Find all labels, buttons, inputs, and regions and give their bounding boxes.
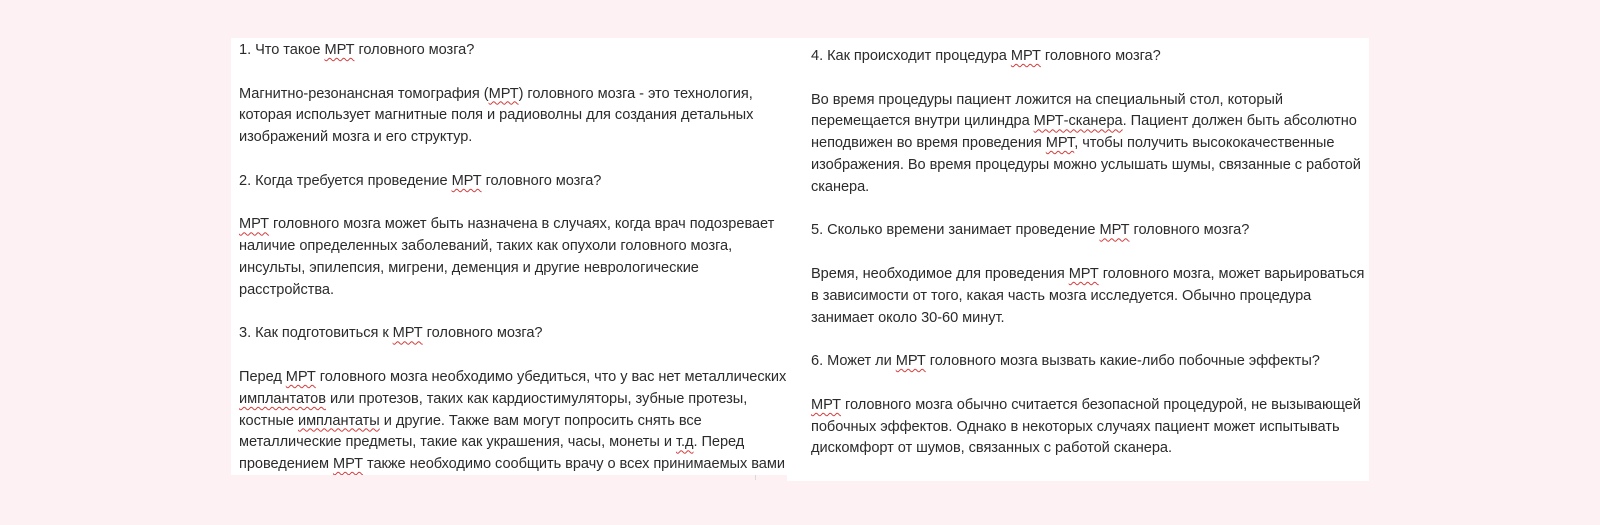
answer-paragraph (811, 395, 1367, 460)
text-segment: Магнитно-резонансная томография ( (239, 85, 489, 102)
spellcheck-marked-word: т.д (675, 434, 694, 451)
text-segment: головного мозга? (354, 42, 475, 58)
spellcheck-marked-word: МРТ (895, 353, 926, 370)
spellcheck-marked-word: имплантатов (239, 390, 326, 407)
text-segment: головного мозга вызвать какие-либо побочные эффекты? (925, 353, 1320, 370)
text-segment: головного мозга, может варьироваться в зависимости от того, какая часть мозга исследуется. Обычно процедура занимает около 30-60 минут. (811, 265, 1365, 326)
text-segment: 2. Когда требуется проведение (239, 172, 452, 189)
text-segment: 6. Может ли (811, 353, 896, 370)
text-segment: 3. Как подготовиться к (239, 325, 393, 342)
question-heading (811, 220, 1367, 242)
spellcheck-marked-word: МРТ (332, 456, 363, 473)
spellcheck-marked-word: МРТ (1010, 48, 1041, 64)
answer-paragraph (239, 367, 787, 475)
answer-paragraph (239, 214, 787, 301)
question-heading (239, 323, 787, 345)
spellcheck-marked-word: имплантаты (297, 412, 380, 429)
spellcheck-marked-word: МРТ-сканера (1033, 113, 1123, 130)
left-text-panel (231, 38, 787, 475)
answer-paragraph (239, 84, 787, 149)
spellcheck-marked-word: МРТ (811, 396, 841, 413)
text-segment: головного мозга может быть назначена в случаях, когда врач подозревает наличие определенных заболеваний, таких как опухоли головного мозга, инсульты, эпилепсия, мигрени, деменция и другие неврологические расстройства. (239, 216, 775, 298)
text-segment: , чтобы получить высококачественные изображения. Во время процедуры можно услышать шумы, связанные с работой сканера. (811, 135, 1361, 195)
spellcheck-marked-word: МРТ (1068, 265, 1099, 282)
text-segment: головного мозга? (481, 172, 602, 189)
spellcheck-marked-word: МРТ (239, 216, 269, 233)
spellcheck-marked-word: МРТ (1045, 135, 1075, 152)
text-segment: Перед (239, 368, 286, 385)
text-segment: также необходимо сообщить врачу о всех принимаемых вами (362, 456, 785, 473)
text-segment: ) головного мозга - это технология, которая использует магнитные поля и радиоволны для создания детальных изображений мозга и его структур. (239, 85, 754, 146)
text-segment: . Пациент должен быть абсолютно неподвижен во время проведения (811, 113, 1357, 152)
text-segment: или протезов, таких как кардиостимуляторы, зубные протезы, костные (239, 390, 748, 429)
text-segment: . Перед проведением (239, 434, 745, 473)
spellcheck-marked-word: МРТ (488, 85, 519, 102)
question-heading (811, 46, 1367, 68)
spellcheck-marked-word: МРТ (285, 368, 316, 385)
text-segment: и другие. Также вам могут попросить снять все металлические предметы, такие как украшения, часы, монеты и (239, 412, 702, 451)
divider-tick (755, 475, 756, 480)
question-heading (239, 171, 787, 193)
text-segment: головного мозга? (1129, 222, 1250, 239)
text-segment: головного мозга обычно считается безопасной процедурой, не вызывающей побочных эффектов. Однако в некоторых случаях пациент может испытывать дискомфорт от шумов, связанных с работой сканера. (811, 396, 1361, 457)
answer-paragraph (811, 90, 1367, 199)
question-heading (239, 40, 787, 62)
spellcheck-marked-word: МРТ (451, 172, 482, 189)
spellcheck-marked-word: МРТ (324, 42, 355, 58)
text-segment: 1. Что такое (239, 42, 325, 58)
text-segment: 5. Сколько времени занимает проведение (811, 222, 1100, 239)
left-column (239, 40, 787, 475)
text-segment: головного мозга? (422, 325, 543, 342)
text-segment: головного мозга? (1040, 48, 1161, 64)
right-column (811, 46, 1367, 481)
text-segment: 4. Как происходит процедура (811, 48, 1011, 64)
text-segment: Время, необходимое для проведения (811, 265, 1069, 282)
right-text-panel (787, 38, 1369, 481)
answer-paragraph (811, 264, 1367, 329)
text-segment: Во время процедуры пациент ложится на специальный стол, который перемещается внутри цилиндра (811, 91, 1283, 130)
spellcheck-marked-word: МРТ (392, 325, 423, 342)
text-segment: головного мозга необходимо убедиться, что у вас нет металлических (315, 368, 787, 385)
question-heading (811, 351, 1367, 373)
spellcheck-marked-word: МРТ (1099, 222, 1130, 239)
